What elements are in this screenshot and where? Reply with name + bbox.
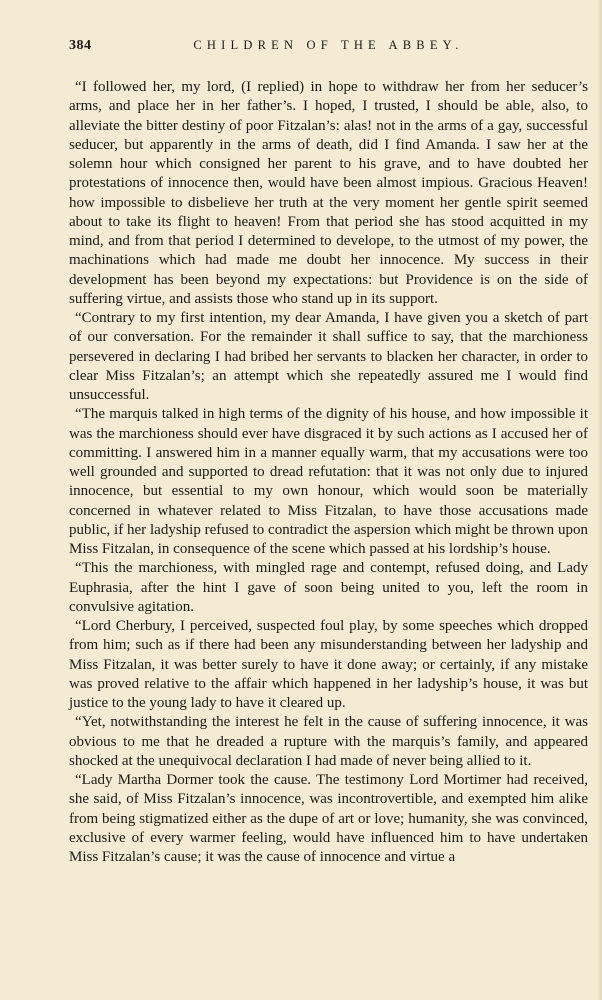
paragraph: “Contrary to my first intention, my dear Amanda, I have given you a sketch of part of our conversation. For the remainder it shall suffice to say, that the marchioness persevered in declaring I had bribed her servants to blacken her character, in order to clear Miss Fitzalan’s; an attempt which she repeatedly assured me I would find unsuccessful.	[69, 310, 588, 403]
paragraph: “Yet, notwithstanding the interest he felt in the cause of suffering innocence, it was obvious to me that he dreaded a rupture with the marquis’s family, and appeared shocked at the unequivocal declaration I had made of never being allied to it.	[69, 714, 588, 769]
paragraph: “Lord Cherbury, I perceived, suspected foul play, by some speeches which dropped from him; such as if there had been any misunderstanding between her ladyship and Miss Fitzalan, it was better surely to have it done away; or certainly, if any mistake was proved relative to the affair which happened in her ladyship’s house, it was but justice to the young lady to have it cleared up.	[69, 618, 588, 711]
body-text	[69, 78, 588, 867]
paragraph: “This the marchioness, with mingled rage and contempt, refused doing, and Lady Euphrasia, after the hint I gave of soon being united to you, left the room in convulsive agitation.	[69, 560, 588, 615]
paragraph: “The marquis talked in high terms of the dignity of his house, and how impossible it was the marchioness should ever have disgraced it by such actions as I accused her of committing. I answered him in a manner equally warm, that my accusations were too well grounded and supported to dread refutation: that it was not only due to injured innocence, but essential to my own honour, which would soon be materially concerned in whatever related to Miss Fitzalan, to have those accusations made public, if her ladyship refused to contradict the aspersion which might be thrown upon Miss Fitzalan, in consequence of the scene which passed at his lordship’s house.	[69, 406, 588, 557]
page-header	[69, 38, 588, 66]
paragraph: “I followed her, my lord, (I replied) in hope to withdraw her from her seducer’s arms, and place her in her father’s. I hoped, I trusted, I should be able, also, to alleviate the bitter destiny of poor Fitzalan’s: alas! not in the arms of a gay, successful seducer, but apparently in the arms of death, did I find Amanda. I saw her at the solemn hour which consigned her parent to his grave, and to have doubted her protestations of innocence then, would have been almost impious. Gracious Heaven! how impossible to disbelieve her truth at the very moment her gentle spirit seemed about to take its flight to heaven! From that period she has stood acquitted in my mind, and from that period I determined to develope, to the utmost of my power, the machinations which had made me doubt her innocence. My success in their development has been beyond my expectations: but Providence is on the side of suffering virtue, and assists those who stand up in its support.	[69, 79, 588, 307]
page-edge-shadow	[597, 0, 602, 1000]
page-number: 384	[69, 38, 92, 53]
paragraph: “Lady Martha Dormer took the cause. The testimony Lord Mortimer had received, she said, of Miss Fitzalan’s innocence, was incontrovertible, and exempted him alike from being stigmatized either as the dupe of art or love; humanity, she was convinced, exclusive of every warmer feeling, would have influenced him to have undertaken Miss Fitzalan’s cause; it was the cause of innocence and virtue a	[69, 772, 588, 865]
running-title: CHILDREN OF THE ABBEY.	[193, 38, 464, 52]
